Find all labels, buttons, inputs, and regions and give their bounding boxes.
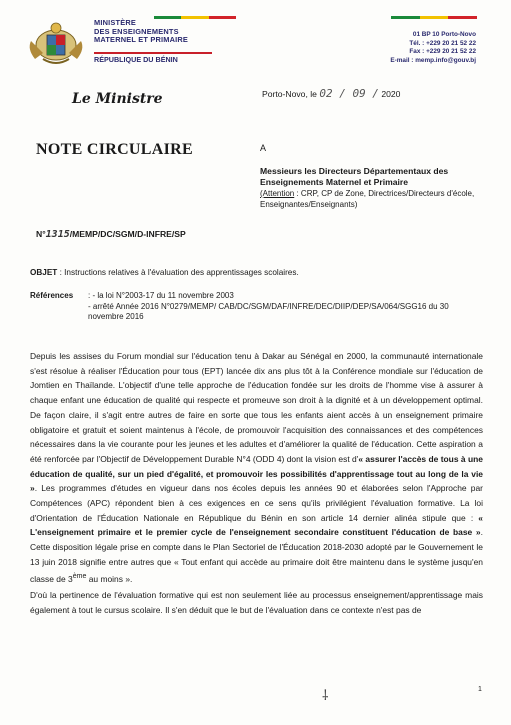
flag-stripe-right bbox=[391, 16, 477, 19]
addressee-label: A bbox=[260, 143, 267, 153]
page-number: 1 bbox=[478, 686, 482, 693]
object-line: OBJET : Instructions relatives à l'évaluation des apprentissages scolaires. bbox=[30, 268, 299, 277]
body-paragraph-2: D'où la pertinence de l'évaluation formative qui est non seulement liée au processus enseignement/apprentissage mais également à tout le cursus scolaire. Il s'en déduit que le but de l'évaluation dans ce contexte n'est pas de bbox=[30, 590, 483, 615]
circular-body bbox=[30, 349, 483, 619]
minister-heading: Le Ministre bbox=[72, 91, 163, 107]
republic-name: RÉPUBLIQUE DU BÉNIN bbox=[94, 55, 178, 64]
ministry-name: MINISTÈRE DES ENSEIGNEMENTS MATERNEL ET PRIMAIRE bbox=[94, 18, 189, 45]
document-date: Porto-Novo, le 02 / 09 / 2020 bbox=[262, 87, 401, 100]
initials-mark: ⸸ bbox=[322, 688, 329, 704]
reference-number: N°1315/MEMP/DC/SGM/D-INFRE/SP bbox=[36, 229, 186, 240]
document-title: NOTE CIRCULAIRE bbox=[36, 141, 193, 158]
benin-coat-of-arms-icon bbox=[25, 19, 87, 67]
addressees: Messieurs les Directeurs Départementaux des Enseignements Maternel et Primaire (Attention : CRP, CP de Zone, Directrices/Directeurs d'école, Enseignantes/Enseignants) bbox=[260, 166, 475, 209]
header-divider bbox=[94, 52, 212, 54]
references-block: Références : - la loi N°2003-17 du 11 novembre 2003 - arrêté Année 2016 N°0279/MEMP/ CAB/DC/SGM/DAF/INFRE/DEC/DIIP/DEP/SA/064/SGG16 du 30 novembre 2016 bbox=[30, 291, 486, 323]
body-paragraph-1: Depuis les assises du Forum mondial sur l'éducation tenu à Dakar au Sénégal en 2000, la communauté internationale s'est résolue à réaliser l'Éducation pour tous (EPT) lancée dix ans plus tôt à la Conférence mondiale sur l'éducation de Jomtien en Thaïlande. L'objectif d'une telle approche de l'éducation fondée sur les droits de l'homme vise à assurer à chaque enfant une éducation de qualité qui respecte et promeuve son droit à la dignité et à un développement optimal. De façon claire, il s'agit entre autres de faire en sorte que tous les enfants aient accès à un enseignement primaire obligatoire et gratuit et soient maintenus à l'école, de promouvoir l'acquisition des connaissances et des compétences nécessaires dans la vie courante pour les jeunes et les adultes et d'améliorer la qualité de l'éducation. Cette aspiration a été renforcée par l'Objectif de Développement Durable N°4 (ODD 4) dont la vision est d'« assurer l'accès de tous à une éducation de qualité, sur un pied d'égalité, et promouvoir les possibilités d'apprentissage tout au long de la vie ». Les programmes d'études en vigueur dans nos écoles depuis les années 90 et élaborées selon l'Approche par Compétences (APC) répondent bien à ces exigences en ce sens qu'ils privilégient l'évaluation formative. La loi d'Orientation de l'Éducation Nationale en République du Bénin en son article 14 dernier alinéa stipule que : « L'enseignement primaire et le premier cycle de l'enseignement secondaire constituent l'éducation de base ». Cette disposition légale prise en compte dans le Plan Sectoriel de l'Éducation 2018-2030 adopté par le Gouvernement le 13 juin 2018 signifie entre autres que « Tout enfant qui accède au primaire doit être maintenu dans le système jusqu'en classe de 3ème au moins ». bbox=[30, 351, 483, 584]
reference-item: - arrêté Année 2016 N°0279/MEMP/ CAB/DC/SGM/DAF/INFRE/DEC/DIIP/DEP/SA/064/SGG16 du 30 novembre 2016 bbox=[88, 302, 486, 323]
contact-block: 01 BP 10 Porto-Novo Tél. : +229 20 21 52 22 Fax : +229 20 21 52 22 E-mail : memp.info@gouv.bj bbox=[390, 31, 476, 64]
